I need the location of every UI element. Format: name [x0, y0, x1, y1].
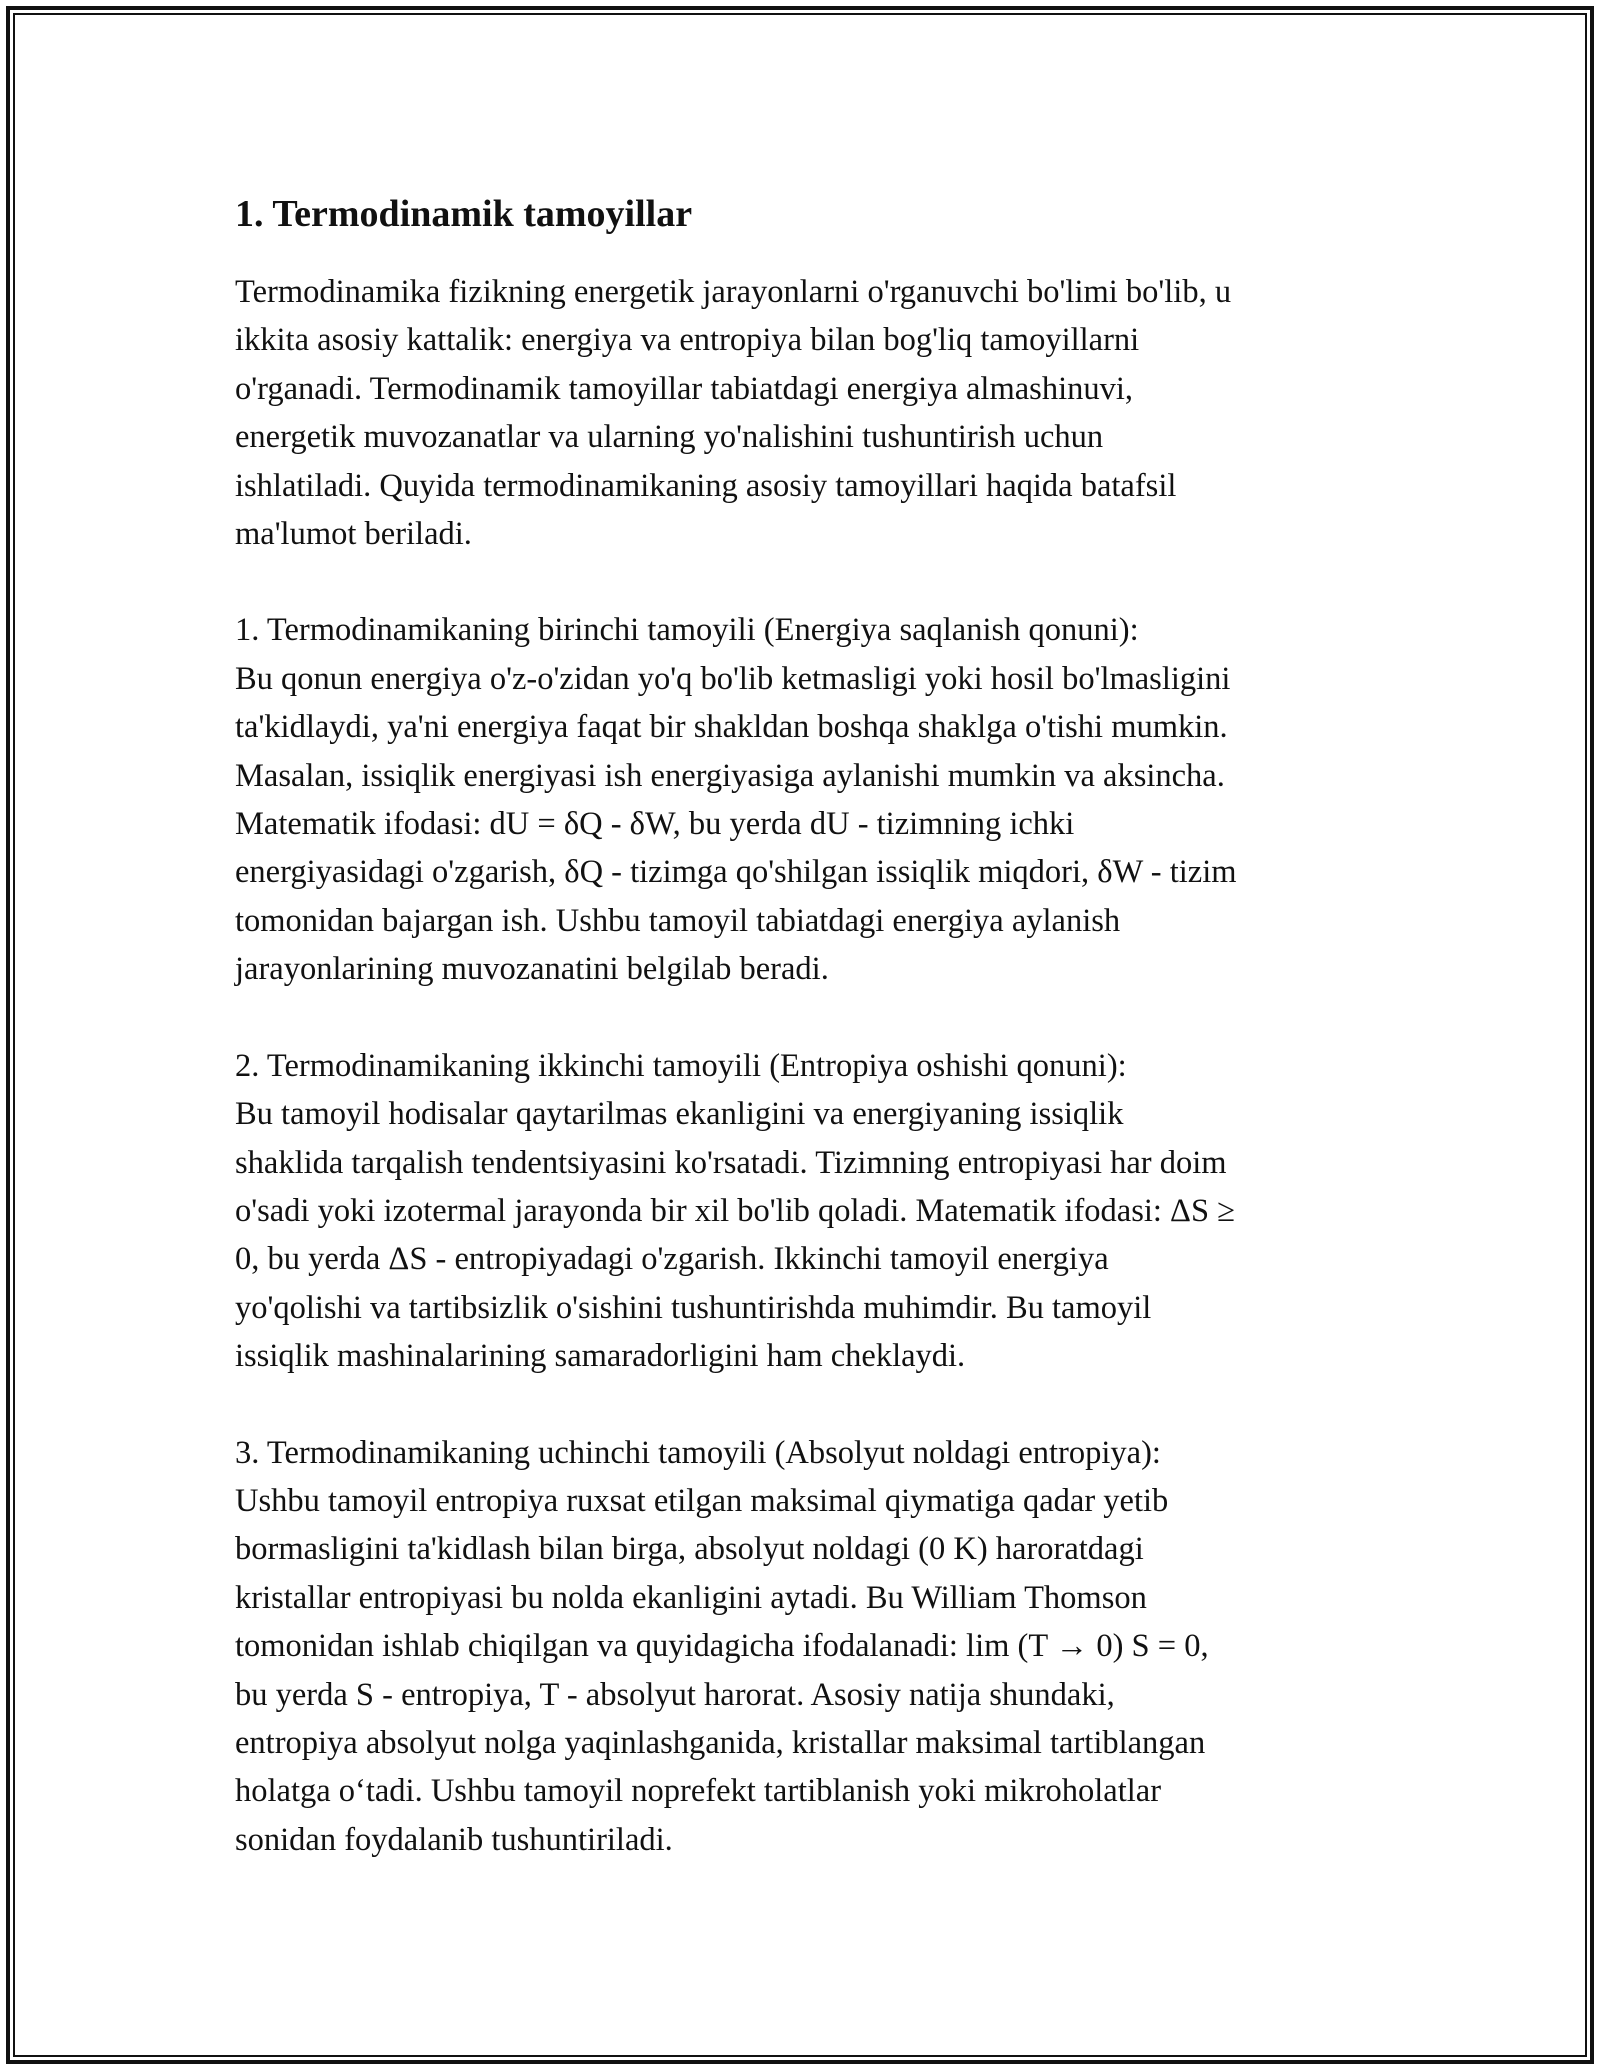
second-principle-paragraph: 2. Termodinamikaning ikkinchi tamoyili (Entropiya oshishi qonuni): Bu tamoyil hodisalar qaytarilmas ekanligini va energiyaning issiqlik shaklida tarqalish tendentsiyasini ko'rsatadi. Tizimning entropiyasi har doim o'sadi yoki izotermal jarayonda bir xil bo'lib qoladi. Matematik ifodasi: ΔS ≥ 0, bu yerda ΔS - entropiyadagi o'zgarish. Ikkinchi tamoyil energiya yo'qolishi va tartibsizlik o'sishini tushuntirishda muhimdir. Bu tamoyil issiqlik mashinalarining samaradorligini ham cheklaydi.	[235, 1047, 1235, 1375]
document-body	[235, 188, 1375, 1864]
intro-paragraph: Termodinamika fizikning energetik jarayonlarni o'rganuvchi bo'limi bo'lib, u ikkita asosiy kattalik: energiya va entropiya bilan bog'liq tamoyillarni o'rganadi. Termodinamik tamoyillar tabiatdagi energiya almashinuvi, energetik muvozanatlar va ularning yo'nalishini tushuntirish uchun ishlatiladi. Quyida termodinamikaning asosiy tamoyillari haqida batafsil ma'lumot beriladi.	[235, 274, 1232, 553]
paragraph-spacer	[235, 994, 1375, 1042]
section-heading: 1. Termodinamik tamoyillar	[235, 193, 693, 235]
first-principle-paragraph: 1. Termodinamikaning birinchi tamoyili (Energiya saqlanish qonuni): Bu qonun energiya o'z-o'zidan yo'q bo'lib ketmasligi yoki hosil bo'lmasligini ta'kidlaydi, ya'ni energiya faqat bir shakldan boshqa shaklga o'tishi mumkin. Masalan, issiqlik energiyasi ish energiyasiga aylanishi mumkin va aksincha. Matematik ifodasi: dU = δQ - δW, bu yerda dU - tizimning ichki energiyasidagi o'zgarish, δQ - tizimga qo'shilgan issiqlik miqdori, δW - tizim tomonidan bajargan ish. Ushbu tamoyil tabiatdagi energiya aylanish jarayonlarining muvozanatini belgilab beradi.	[235, 612, 1237, 988]
third-principle-paragraph: 3. Termodinamikaning uchinchi tamoyili (Absolyut noldagi entropiya): Ushbu tamoyil entropiya ruxsat etilgan maksimal qiymatiga qadar yetib bormasligini ta'kidlash bilan birga, absolyut noldagi (0 K) haroratdagi kristallar entropiyasi bu nolda ekanligini aytadi. Bu William Thomson tomonidan ishlab chiqilgan va quyidagicha ifodalanadi: lim (T → 0) S = 0, bu yerda S - entropiya, T - absolyut harorat. Asosiy natija shundaki, entropiya absolyut nolga yaqinlashganida, kristallar maksimal tartiblangan holatga oʻtadi. Ushbu tamoyil noprefekt tartiblanish yoki mikroholatlar sonidan foydalanib tushuntiriladi.	[235, 1434, 1209, 1858]
paragraph-spacer	[235, 1381, 1375, 1429]
paragraph-spacer	[235, 558, 1375, 606]
